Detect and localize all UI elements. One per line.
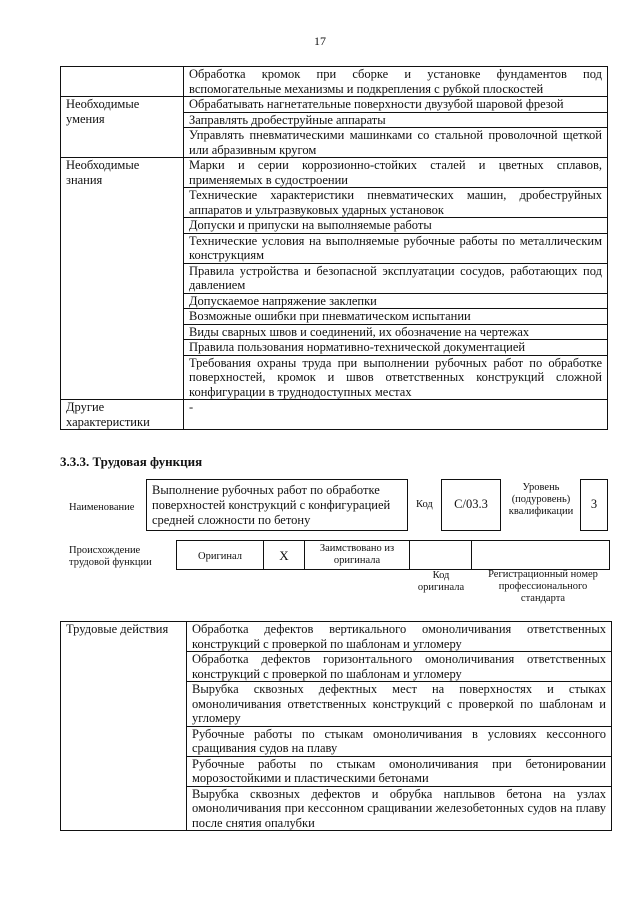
code-label: Код bbox=[416, 499, 433, 510]
borrowed-label: Заимствовано из оригинала bbox=[319, 543, 395, 566]
level-value: 3 bbox=[580, 479, 608, 531]
knowledge-label: Необходимые знания bbox=[61, 158, 184, 400]
action-item: Рубочные работы по стыкам омоноличивания при бетонировании морозостойкими и пластическими бетонами bbox=[187, 756, 612, 786]
page-number: 17 bbox=[314, 34, 326, 48]
action-item: Вырубка сквозных дефектов и обрубка наплывов бетона на узлах омоноличивания при кессонном сращивании железобетонных судов на плаву после снятия опалубки bbox=[187, 786, 612, 831]
knowledge-item: Возможные ошибки при пневматическом испытании bbox=[184, 309, 608, 325]
table-row bbox=[61, 67, 608, 97]
first-row-text: Обработка кромок при сборке и установке фундаментов под вспомогательные механизмы и подкрепления с рубкой плоскостей bbox=[184, 67, 608, 97]
knowledge-item: Правила пользования нормативно-технической документацией bbox=[184, 340, 608, 356]
knowledge-item: Технические характеристики пневматических машин, дробеструйных аппаратов и ультразвуковых ударных установок bbox=[184, 188, 608, 218]
empty-label-cell bbox=[61, 67, 184, 97]
action-item: Вырубка сквозных дефектных мест на поверхностях и стыках омоноличивания ответственных конструкций с проверкой по шаблонам и угломеру bbox=[187, 682, 612, 727]
skill-item: Управлять пневматическими машинками со стальной проволочной щеткой или абразивным кругом bbox=[184, 128, 608, 158]
other-value: - bbox=[184, 400, 608, 430]
knowledge-item: Требования охраны труда при выполнении рубочных работ по обработке поверхностей, кромок и швов ответственных конструкций сложной конфигурации в труднодоступных местах bbox=[184, 355, 608, 400]
function-name: Выполнение рубочных работ по обработке поверхностей конструкций с конфигурацией средней сложности по бетону bbox=[146, 479, 408, 531]
table-row bbox=[61, 400, 608, 430]
skill-item: Обрабатывать нагнетательные поверхности двузубой шаровой фрезой bbox=[184, 97, 608, 113]
knowledge-item: Виды сварных швов и соединений, их обозначение на чертежах bbox=[184, 324, 608, 340]
table-row bbox=[61, 622, 612, 652]
original-label: Оригинал bbox=[198, 551, 242, 562]
reg-number-label: Регистрационный номер профессионального стандарта bbox=[488, 569, 598, 604]
code-original-label: Код оригинала bbox=[417, 570, 465, 593]
knowledge-item: Технические условия на выполняемые рубочные работы по металлическим конструкциям bbox=[184, 233, 608, 263]
section-title: 3.3.3. Трудовая функция bbox=[60, 454, 203, 469]
name-label: Наименование bbox=[69, 502, 135, 513]
actions-label: Трудовые действия bbox=[61, 622, 187, 831]
origin-label: Происхождение трудовой функции bbox=[69, 545, 152, 568]
knowledge-item: Допускаемое напряжение заклепки bbox=[184, 293, 608, 309]
actions-table bbox=[60, 621, 612, 831]
table-row bbox=[61, 97, 608, 113]
function-code: C/03.3 bbox=[441, 479, 501, 531]
requirements-table bbox=[60, 66, 608, 430]
knowledge-item: Правила устройства и безопасной эксплуатации сосудов, работающих под давлением bbox=[184, 263, 608, 293]
action-item: Обработка дефектов горизонтального омоноличивания ответственных конструкций с проверкой по шаблонам и угломеру bbox=[187, 652, 612, 682]
knowledge-item: Марки и серии коррозионно-стойких сталей и цветных сплавов, применяемых в судостроении bbox=[184, 158, 608, 188]
level-label: Уровень (подуровень) квалификации bbox=[508, 482, 574, 517]
action-item: Рубочные работы по стыкам омоноличивания в условиях кессонного сращивания судов на плаву bbox=[187, 726, 612, 756]
other-label: Другие характеристики bbox=[61, 400, 184, 430]
knowledge-item: Допуски и припуски на выполняемые работы bbox=[184, 218, 608, 234]
skills-label: Необходимые умения bbox=[61, 97, 184, 158]
original-mark: X bbox=[279, 548, 289, 563]
skill-item: Заправлять дробеструйные аппараты bbox=[184, 112, 608, 128]
table-row bbox=[61, 158, 608, 188]
action-item: Обработка дефектов вертикального омоноличивания ответственных конструкций с проверкой по шаблонам и угломеру bbox=[187, 622, 612, 652]
